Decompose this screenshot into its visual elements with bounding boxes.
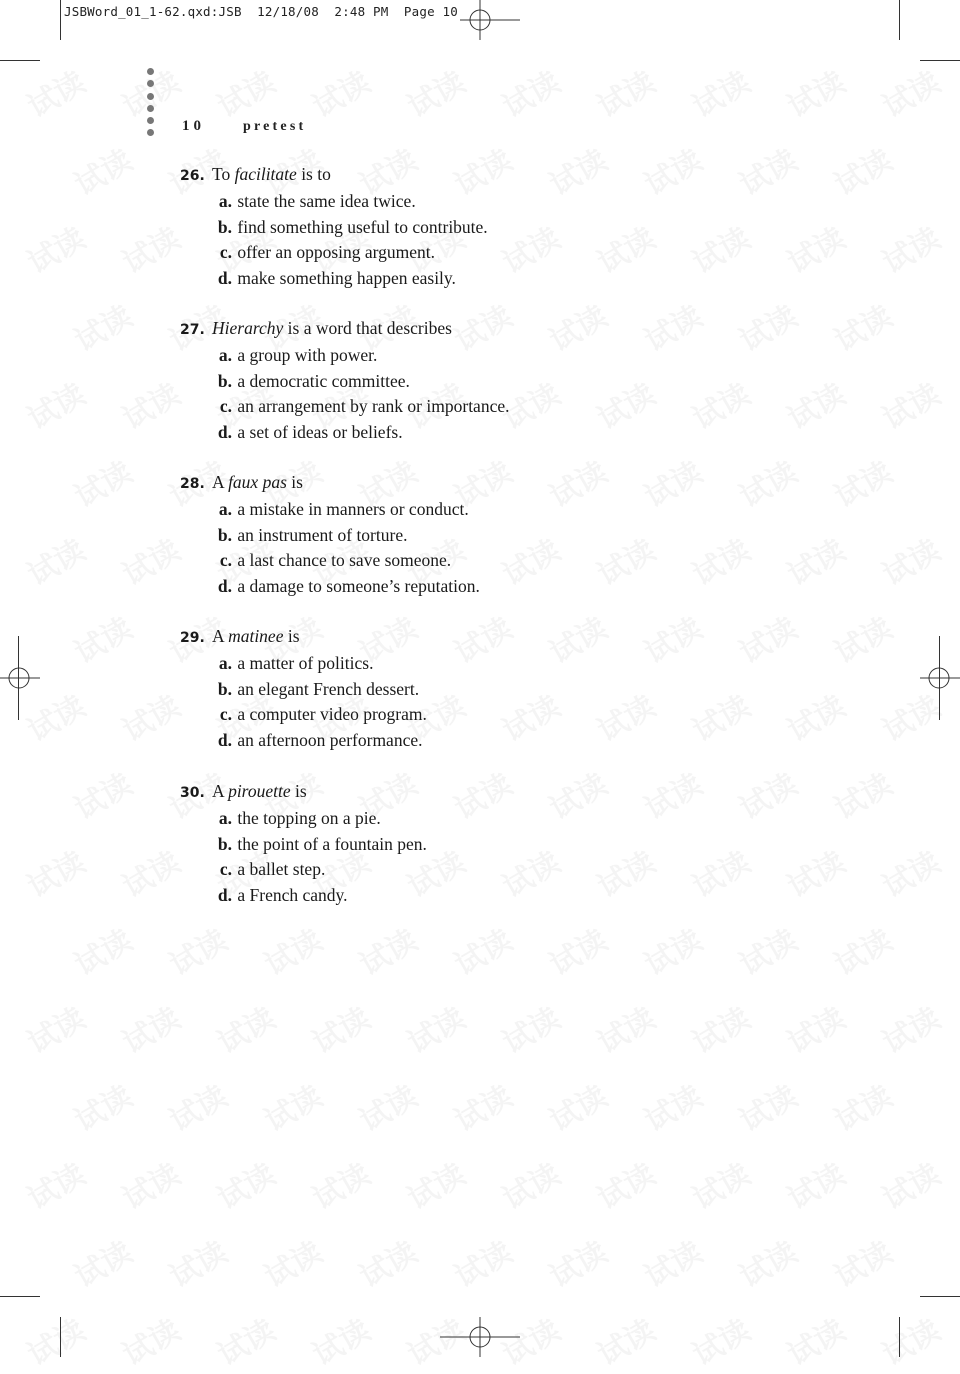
watermark-text bbox=[825, 136, 899, 204]
option-text: an arrangement by rank or importance. bbox=[233, 396, 510, 417]
watermark-text bbox=[635, 916, 709, 984]
watermark-text bbox=[445, 1072, 519, 1140]
option-text: a computer video program. bbox=[233, 704, 427, 725]
answer-option bbox=[180, 651, 427, 677]
watermark-text bbox=[18, 58, 92, 126]
crop-mark bbox=[899, 1317, 900, 1357]
watermark-text bbox=[540, 1228, 614, 1296]
option-letter: c. bbox=[219, 550, 232, 571]
watermark-text bbox=[588, 1306, 662, 1374]
watermark-text bbox=[635, 760, 709, 828]
watermark-text bbox=[493, 58, 567, 126]
crop-mark bbox=[899, 0, 900, 40]
option-letter: a. bbox=[218, 808, 232, 828]
watermark-text bbox=[18, 1306, 92, 1374]
running-head bbox=[182, 118, 306, 135]
watermark-text bbox=[65, 136, 139, 204]
crop-mark bbox=[60, 0, 61, 40]
option-text: offer an opposing argument. bbox=[233, 242, 436, 263]
watermark-text bbox=[445, 1228, 519, 1296]
watermark-text bbox=[113, 838, 187, 906]
option-letter: c. bbox=[219, 396, 232, 417]
watermark-text bbox=[778, 58, 852, 126]
watermark-text bbox=[778, 838, 852, 906]
crop-mark bbox=[0, 1296, 40, 1297]
watermark-text bbox=[18, 370, 92, 438]
watermark-text bbox=[635, 136, 709, 204]
option-letter: c. bbox=[219, 859, 232, 880]
watermark-text bbox=[445, 916, 519, 984]
question-stem bbox=[180, 315, 509, 343]
option-letter: a. bbox=[218, 653, 232, 673]
watermark-text bbox=[730, 1228, 804, 1296]
answer-option bbox=[180, 266, 488, 292]
watermark-text bbox=[873, 58, 947, 126]
question-item bbox=[180, 315, 509, 446]
watermark-text bbox=[493, 682, 567, 750]
question-item bbox=[180, 623, 427, 754]
section-title: pretest bbox=[243, 119, 307, 134]
option-text: state the same idea twice. bbox=[233, 191, 416, 211]
option-letter: b. bbox=[217, 524, 232, 545]
option-text: the point of a fountain pen. bbox=[233, 833, 427, 854]
watermark-text bbox=[778, 370, 852, 438]
option-letter: b. bbox=[217, 833, 232, 854]
watermark-text bbox=[873, 994, 947, 1062]
watermark-text bbox=[445, 760, 519, 828]
watermark-text bbox=[730, 1072, 804, 1140]
watermark-text bbox=[493, 994, 567, 1062]
watermark-text bbox=[65, 448, 139, 516]
watermark-text bbox=[65, 292, 139, 360]
watermark-text bbox=[540, 916, 614, 984]
answer-option bbox=[180, 677, 427, 703]
question-stem bbox=[180, 623, 427, 651]
watermark-text bbox=[540, 292, 614, 360]
answer-option bbox=[180, 189, 488, 215]
watermark-text bbox=[113, 214, 187, 282]
vocabulary-term: pirouette bbox=[228, 781, 291, 801]
watermark-text bbox=[65, 916, 139, 984]
answer-option bbox=[180, 369, 509, 395]
watermark-text bbox=[398, 994, 472, 1062]
watermark-text bbox=[588, 370, 662, 438]
watermark-text bbox=[730, 604, 804, 672]
watermark-text bbox=[873, 526, 947, 594]
watermark-text bbox=[18, 838, 92, 906]
option-text: a set of ideas or beliefs. bbox=[233, 422, 403, 443]
page-number: 10 bbox=[182, 118, 205, 134]
watermark-text bbox=[588, 838, 662, 906]
vocabulary-term: Hierarchy bbox=[212, 318, 284, 338]
option-text: a group with power. bbox=[233, 345, 378, 365]
crop-mark bbox=[920, 1296, 960, 1297]
decorative-dots bbox=[147, 68, 155, 142]
stem-text: is bbox=[283, 626, 300, 646]
answer-option bbox=[180, 394, 509, 420]
watermark-text bbox=[113, 1306, 187, 1374]
question-number: 26. bbox=[180, 168, 205, 184]
watermark-text bbox=[65, 760, 139, 828]
watermark-text bbox=[303, 1150, 377, 1218]
watermark-text bbox=[730, 448, 804, 516]
stem-text: is bbox=[286, 472, 303, 492]
watermark-text bbox=[208, 994, 282, 1062]
watermark-text bbox=[683, 1150, 757, 1218]
watermark-text bbox=[160, 916, 234, 984]
watermark-text bbox=[588, 1150, 662, 1218]
watermark-text bbox=[873, 214, 947, 282]
option-letter: d. bbox=[217, 576, 232, 597]
watermark-text bbox=[18, 214, 92, 282]
watermark-text bbox=[113, 526, 187, 594]
watermark-text bbox=[635, 1072, 709, 1140]
watermark-text bbox=[588, 58, 662, 126]
option-letter: d. bbox=[217, 885, 232, 906]
watermark-text bbox=[873, 838, 947, 906]
answer-option bbox=[180, 832, 427, 858]
watermark-text bbox=[683, 682, 757, 750]
crop-mark bbox=[60, 1317, 61, 1357]
answer-option bbox=[180, 215, 488, 241]
answer-option bbox=[180, 574, 480, 600]
watermark-text bbox=[540, 1072, 614, 1140]
watermark-text bbox=[208, 58, 282, 126]
watermark-text bbox=[825, 760, 899, 828]
dot bbox=[147, 80, 154, 87]
answer-option bbox=[180, 343, 509, 369]
vocabulary-term: matinee bbox=[228, 626, 284, 646]
vocabulary-term: faux pas bbox=[228, 472, 287, 492]
watermark-text bbox=[730, 292, 804, 360]
watermark-text bbox=[778, 682, 852, 750]
answer-option bbox=[180, 548, 480, 574]
registration-mark-icon bbox=[920, 658, 960, 698]
dot bbox=[147, 105, 154, 112]
watermark-text bbox=[873, 1150, 947, 1218]
watermark-text bbox=[730, 916, 804, 984]
answer-option bbox=[180, 240, 488, 266]
watermark-text bbox=[588, 994, 662, 1062]
option-text: an elegant French dessert. bbox=[233, 678, 420, 699]
watermark-text bbox=[493, 1150, 567, 1218]
watermark-text bbox=[350, 916, 424, 984]
watermark-text bbox=[635, 1228, 709, 1296]
stem-text: is to bbox=[296, 164, 331, 184]
watermark-text bbox=[825, 448, 899, 516]
watermark-text bbox=[873, 370, 947, 438]
option-text: a damage to someone’s reputation. bbox=[233, 576, 480, 597]
option-letter: d. bbox=[217, 268, 232, 289]
slug-line: JSBWord_01_1-62.qxd:JSB 12/18/08 2:48 PM Page 10 bbox=[64, 4, 459, 19]
watermark-text bbox=[730, 136, 804, 204]
stem-text: is a word that describes bbox=[283, 318, 452, 338]
stem-text: A bbox=[212, 472, 229, 492]
option-letter: d. bbox=[217, 730, 232, 751]
option-text: make something happen easily. bbox=[233, 268, 456, 289]
option-letter: c. bbox=[219, 704, 232, 725]
answer-option bbox=[180, 523, 480, 549]
watermark-text bbox=[778, 994, 852, 1062]
option-text: find something useful to contribute. bbox=[233, 216, 488, 237]
option-letter: d. bbox=[217, 422, 232, 443]
watermark-text bbox=[540, 448, 614, 516]
watermark-text bbox=[683, 370, 757, 438]
option-letter: c. bbox=[219, 242, 232, 263]
watermark-text bbox=[778, 526, 852, 594]
option-letter: b. bbox=[217, 678, 232, 699]
stem-text: To bbox=[212, 164, 235, 184]
question-item bbox=[180, 778, 427, 909]
watermark-text bbox=[18, 1150, 92, 1218]
answer-option bbox=[180, 857, 427, 883]
stem-text: is bbox=[290, 781, 307, 801]
answer-option bbox=[180, 420, 509, 446]
watermark-text bbox=[825, 916, 899, 984]
answer-option bbox=[180, 883, 427, 909]
option-text: a ballet step. bbox=[233, 859, 326, 880]
registration-mark-icon bbox=[440, 1317, 520, 1357]
watermark-text bbox=[683, 58, 757, 126]
option-text: the topping on a pie. bbox=[233, 808, 381, 828]
watermark-text bbox=[113, 682, 187, 750]
watermark-text bbox=[255, 1072, 329, 1140]
registration-mark-icon bbox=[0, 658, 40, 698]
watermark-text bbox=[683, 838, 757, 906]
watermark-text bbox=[255, 916, 329, 984]
watermark-text bbox=[65, 604, 139, 672]
option-text: a matter of politics. bbox=[233, 653, 374, 673]
question-number: 27. bbox=[180, 322, 205, 338]
watermark-text bbox=[18, 994, 92, 1062]
watermark-text bbox=[588, 214, 662, 282]
watermark-text bbox=[635, 292, 709, 360]
dot bbox=[147, 68, 154, 75]
stem-text: A bbox=[212, 626, 229, 646]
watermark-text bbox=[873, 1306, 947, 1374]
option-letter: a. bbox=[218, 345, 232, 365]
stem-text: A bbox=[212, 781, 229, 801]
dot bbox=[147, 117, 154, 124]
option-text: an afternoon performance. bbox=[233, 730, 423, 751]
watermark-text bbox=[778, 1150, 852, 1218]
watermark-text bbox=[540, 136, 614, 204]
answer-option bbox=[180, 497, 480, 523]
watermark-text bbox=[635, 604, 709, 672]
watermark-text bbox=[208, 1306, 282, 1374]
watermark-text bbox=[493, 526, 567, 594]
watermark-text bbox=[825, 604, 899, 672]
dot bbox=[147, 93, 154, 100]
watermark-text bbox=[113, 994, 187, 1062]
watermark-text bbox=[303, 58, 377, 126]
watermark-text bbox=[113, 1150, 187, 1218]
watermark-text bbox=[730, 760, 804, 828]
registration-mark-icon bbox=[460, 0, 520, 40]
question-number: 30. bbox=[180, 785, 205, 801]
watermark-text bbox=[398, 58, 472, 126]
watermark-text bbox=[113, 370, 187, 438]
watermark-text bbox=[65, 1072, 139, 1140]
crop-mark bbox=[920, 60, 960, 61]
watermark-text bbox=[255, 1228, 329, 1296]
question-number: 28. bbox=[180, 476, 205, 492]
option-letter: a. bbox=[218, 499, 232, 519]
watermark-text bbox=[350, 1228, 424, 1296]
crop-mark bbox=[0, 60, 40, 61]
watermark-text bbox=[493, 838, 567, 906]
watermark-text bbox=[350, 1072, 424, 1140]
watermark-text bbox=[683, 994, 757, 1062]
watermark-text bbox=[540, 760, 614, 828]
watermark-text bbox=[778, 214, 852, 282]
answer-option bbox=[180, 702, 427, 728]
watermark-text bbox=[540, 604, 614, 672]
option-text: a democratic committee. bbox=[233, 370, 410, 391]
answer-option bbox=[180, 728, 427, 754]
watermark-text bbox=[683, 1306, 757, 1374]
watermark-text bbox=[635, 448, 709, 516]
watermark-text bbox=[683, 214, 757, 282]
watermark-text bbox=[683, 526, 757, 594]
watermark-text bbox=[398, 1150, 472, 1218]
vocabulary-term: facilitate bbox=[234, 164, 297, 184]
option-letter: a. bbox=[218, 191, 232, 211]
watermark-text bbox=[208, 1150, 282, 1218]
option-text: a French candy. bbox=[233, 885, 348, 906]
answer-option bbox=[180, 806, 427, 832]
watermark-text bbox=[18, 526, 92, 594]
watermark-text bbox=[493, 214, 567, 282]
watermark-text bbox=[160, 1072, 234, 1140]
watermark-text bbox=[445, 604, 519, 672]
watermark-text bbox=[303, 994, 377, 1062]
watermark-text bbox=[65, 1228, 139, 1296]
watermark-text bbox=[825, 1072, 899, 1140]
watermark-text bbox=[825, 1228, 899, 1296]
question-item bbox=[180, 161, 488, 292]
option-text: a last chance to save someone. bbox=[233, 550, 452, 571]
question-stem bbox=[180, 469, 480, 497]
question-item bbox=[180, 469, 480, 600]
watermark-text bbox=[588, 526, 662, 594]
watermark-text bbox=[303, 1306, 377, 1374]
option-letter: b. bbox=[217, 216, 232, 237]
question-stem bbox=[180, 161, 488, 189]
dot bbox=[147, 129, 154, 136]
watermark-text bbox=[588, 682, 662, 750]
option-text: a mistake in manners or conduct. bbox=[233, 499, 469, 519]
option-text: an instrument of torture. bbox=[233, 524, 408, 545]
watermark-text bbox=[825, 292, 899, 360]
option-letter: b. bbox=[217, 370, 232, 391]
watermark-text bbox=[778, 1306, 852, 1374]
watermark-text bbox=[160, 1228, 234, 1296]
question-stem bbox=[180, 778, 427, 806]
question-number: 29. bbox=[180, 630, 205, 646]
